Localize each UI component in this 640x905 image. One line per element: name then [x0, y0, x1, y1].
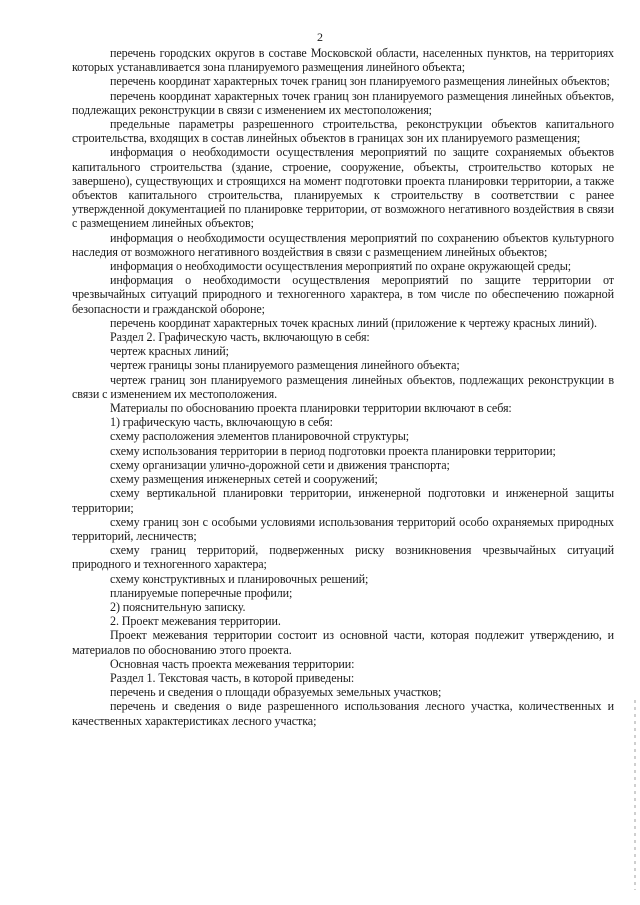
paragraph: схему границ зон с особыми условиями использования территорий особо охраняемых природных территорий, лесничеств;: [72, 514, 614, 543]
paragraph: перечень и сведения о площади образуемых земельных участков;: [110, 685, 442, 700]
paragraph: Основная часть проекта межевания территории:: [110, 656, 355, 671]
paragraph: схему размещения инженерных сетей и сооружений;: [110, 472, 378, 487]
paragraph: предельные параметры разрешенного строительства, реконструкции объектов капитального строительства, входящих в состав линейных объектов в границах зон их планируемого размещения;: [72, 117, 614, 146]
section-heading: Раздел 2. Графическую часть, включающую в себя:: [110, 330, 370, 345]
paragraph: схему вертикальной планировки территории, инженерной подготовки и инженерной защиты территории;: [72, 486, 614, 515]
paragraph: схему организации улично-дорожной сети и движения транспорта;: [110, 457, 450, 472]
paragraph: информация о необходимости осуществления мероприятий по защите территории от чрезвычайных ситуаций природного и техногенного характера, в том числе по обеспечению пожарной безопасности и гражданской обороне;: [72, 273, 614, 316]
paragraph: информация о необходимости осуществления мероприятий по охране окружающей среды;: [110, 259, 572, 274]
section-heading: 2. Проект межевания территории.: [110, 614, 281, 629]
document-body: [72, 46, 614, 728]
paragraph: перечень координат характерных точек красных линий (приложение к чертежу красных линий).: [110, 315, 597, 330]
paragraph: планируемые поперечные профили;: [110, 585, 293, 600]
paragraph: 1) графическую часть, включающую в себя:: [110, 415, 333, 430]
paragraph: перечень координат характерных точек границ зон планируемого размещения линейных объектов;: [110, 74, 610, 89]
paragraph: чертеж границы зоны планируемого размещения линейного объекта;: [110, 358, 460, 373]
paragraph: Проект межевания территории состоит из основной части, которая подлежит утверждению, и материалов по обоснованию этого проекта.: [72, 628, 614, 657]
paragraph: перечень координат характерных точек границ зон планируемого размещения линейных объектов, подлежащих реконструкции в связи с изменением их местоположения;: [72, 88, 614, 117]
paragraph: схему расположения элементов планировочной структуры;: [110, 429, 410, 444]
paragraph: чертеж границ зон планируемого размещения линейных объектов, подлежащих реконструкции в связи с изменением их местоположения.: [72, 372, 614, 401]
paragraph: перечень и сведения о виде разрешенного использования лесного участка, количественных и качественных характеристиках лесного участка;: [72, 699, 614, 728]
paragraph: Материалы по обоснованию проекта планировки территории включают в себя:: [110, 401, 512, 416]
paragraph: 2) пояснительную записку.: [110, 599, 246, 614]
paragraph: чертеж красных линий;: [110, 344, 229, 359]
scan-edge-marks: [634, 700, 636, 890]
paragraph: информация о необходимости осуществления мероприятий по защите сохраняемых объектов капитального строительства (здание, строение, сооружение, объекты, строительство которых не завершено), существующих и строящихся на момент подготовки проекта планировки территории, а также объектов капитального строительства, планируемых к строительству в соответствии с ранее утвержденной документацией по планировке территории, от возможного негативного воздействия в связи с размещением линейных объектов;: [72, 145, 614, 231]
paragraph: схему конструктивных и планировочных решений;: [110, 571, 369, 586]
page-number: 2: [317, 30, 323, 44]
paragraph: схему границ территорий, подверженных риску возникновения чрезвычайных ситуаций природного и техногенного характера;: [72, 543, 614, 572]
paragraph: схему использования территории в период подготовки проекта планировки территории;: [110, 443, 556, 458]
section-heading: Раздел 1. Текстовая часть, в которой приведены:: [110, 670, 355, 685]
paragraph: информация о необходимости осуществления мероприятий по сохранению объектов культурного наследия от возможного негативного воздействия в связи с размещением линейных объектов;: [72, 230, 614, 259]
paragraph: перечень городских округов в составе Московской области, населенных пунктов, на территориях которых устанавливается зона планируемого размещения линейного объекта;: [72, 46, 614, 75]
